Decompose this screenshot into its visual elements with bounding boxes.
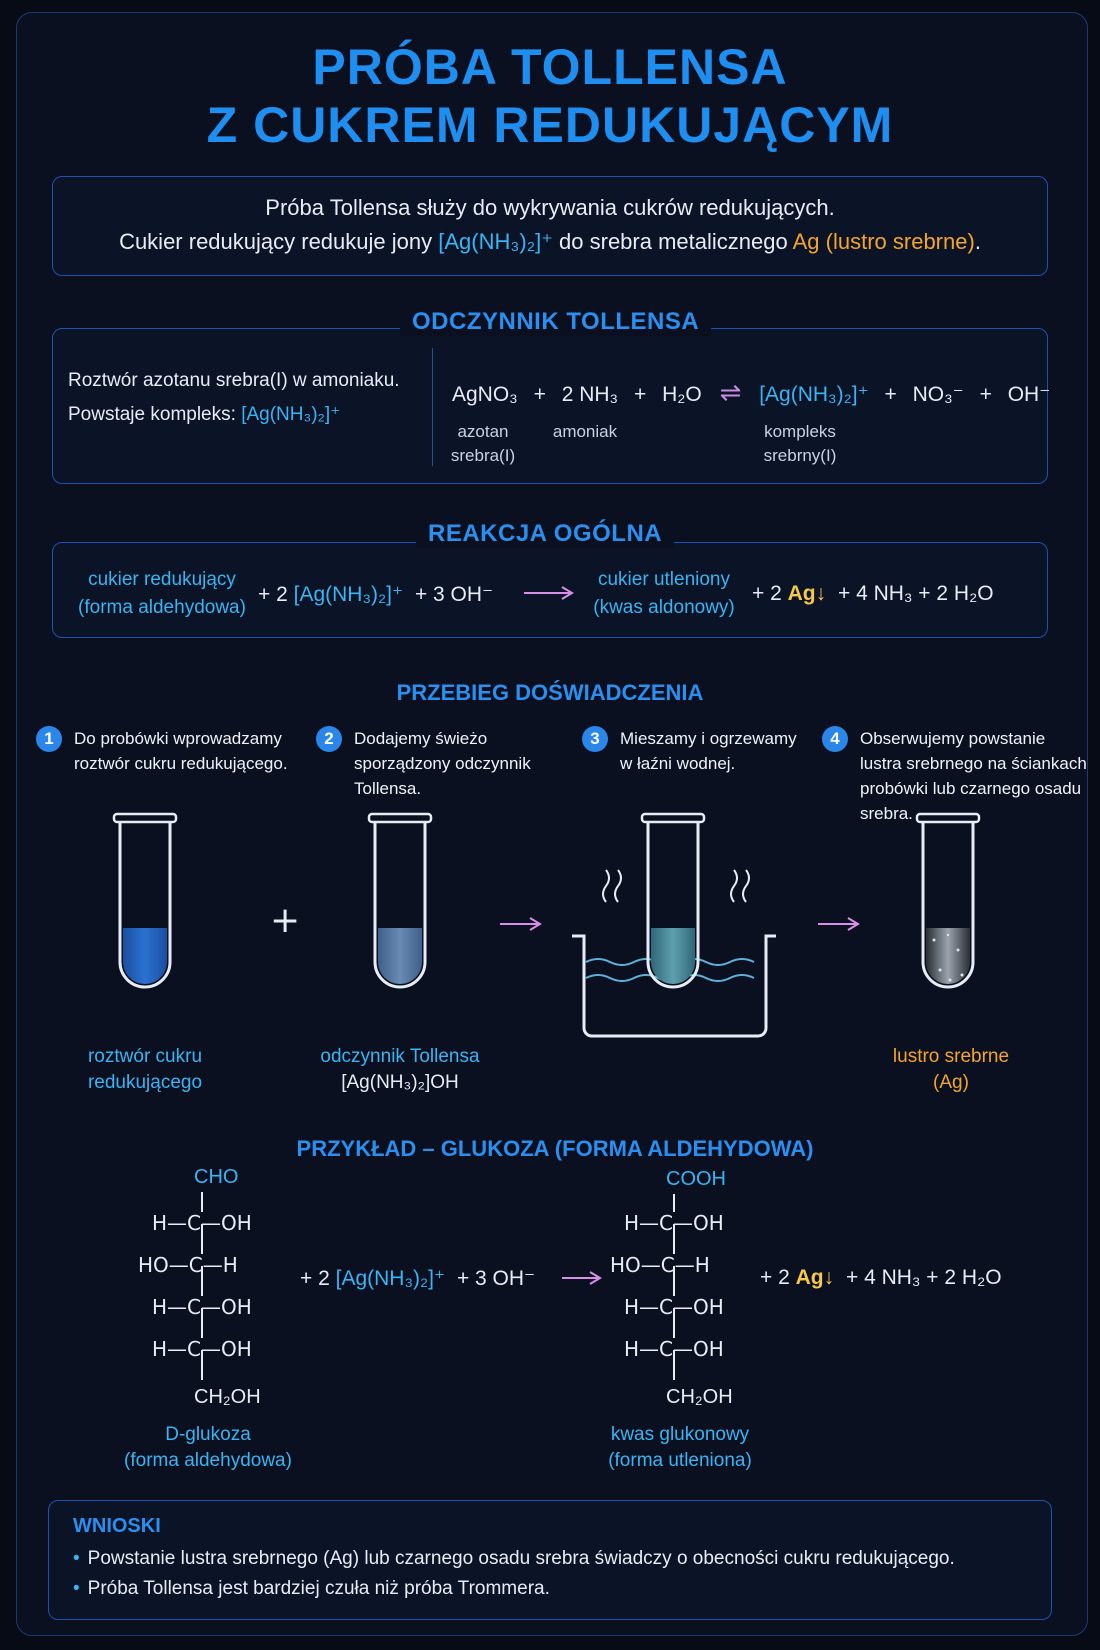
gluconic-row-3: H—C—OH [624, 1295, 724, 1319]
procedure-illustration [0, 810, 1100, 1060]
test-tube-sugar [114, 814, 176, 987]
general-left1: cukier redukujący [88, 569, 236, 590]
gluconic-row-4: H—C—OH [624, 1337, 724, 1361]
general-reactant [62, 566, 262, 622]
bullet-icon: • [73, 1578, 80, 1599]
intro-text-a: Cukier redukujący redukuje jony [119, 229, 439, 254]
intro-end: . [974, 229, 981, 254]
label-tollens: odczynnik Tollensa [320, 1046, 480, 1067]
example-coef: + 2 [300, 1267, 330, 1290]
bullet-icon: • [73, 1548, 80, 1569]
label-kompleks: kompleks srebrny(I) [763, 422, 837, 465]
step-number-1: 1 [36, 726, 62, 752]
conclusion-text-1: Powstanie lustra srebrnego (Ag) lub czarnego osadu srebra świadczy o obecności cukru redukującego. [87, 1548, 955, 1569]
example-rest: + 4 NH₃ + 2 H₂O [845, 1266, 1002, 1289]
general-heading: REAKCJA OGÓLNA [416, 520, 674, 548]
equilibrium-arrow-icon: ⇌ [719, 377, 742, 407]
test-tube-tollens [369, 814, 431, 987]
eq-nh3: 2 NH₃ [561, 383, 619, 406]
conclusion-item-1 [73, 1548, 1051, 1570]
general-product [584, 566, 744, 622]
example-heading: PRZYKŁAD – GLUKOZA (FORMA ALDEHYDOWA) [296, 1136, 814, 1161]
page-title-line1: PRÓBA TOLLENSA [312, 39, 788, 95]
glucose-row-2: HO—C—H [138, 1253, 238, 1277]
general-equation-right [752, 582, 994, 606]
intro-line2 [53, 225, 1047, 259]
example-equation-right [760, 1266, 1002, 1290]
step-text-2: Dodajemy świeżo sporządzony odczynnik Tollensa. [354, 729, 531, 798]
general-rest: + 4 NH₃ + 2 H₂O [837, 582, 994, 605]
general-left2: (forma aldehydowa) [78, 597, 246, 618]
arrow-icon [818, 918, 858, 930]
glucose-ch2oh: CH₂OH [194, 1386, 261, 1408]
conclusion-text-2: Próba Tollensa jest bardziej czuła niż próba Trommera. [87, 1578, 550, 1599]
step-number-4: 4 [822, 726, 848, 752]
conclusions-heading: WNIOSKI [73, 1515, 161, 1537]
label-ag: (Ag) [933, 1072, 969, 1093]
glucose-form: (forma aldehydowa) [124, 1450, 292, 1471]
general-equation-left [258, 582, 493, 607]
conclusions-box [48, 1500, 1052, 1620]
glucose-row-3: H—C—OH [152, 1295, 252, 1319]
test-tube-silver-mirror [917, 814, 979, 987]
gluconic-name: kwas glukonowy [610, 1424, 750, 1445]
example-prod-coef: + 2 [760, 1266, 790, 1289]
glucose-row-4: H—C—OH [152, 1337, 252, 1361]
label-azotan: azotan srebra(I) [450, 422, 516, 465]
intro-text-b: do srebra metalicznego [552, 229, 793, 254]
intro-ion: [Ag(NH₃)₂]⁺ [438, 229, 553, 254]
example-ag: Ag↓ [795, 1266, 835, 1289]
label-tollens-formula: [Ag(NH₃)₂]OH [341, 1072, 459, 1093]
gluconic-form: (forma utleniona) [608, 1450, 752, 1471]
eq-complex: [Ag(NH₃)₂]⁺ [759, 383, 869, 406]
arrow-icon [500, 918, 540, 930]
step-number-3: 3 [582, 726, 608, 752]
example-oh: + 3 OH⁻ [456, 1267, 536, 1290]
gluconic-row-2: HO—C—H [610, 1253, 710, 1277]
page-title-line2: Z CUKREM REDUKUJĄCYM [206, 97, 894, 153]
general-coef: + 2 [258, 583, 288, 606]
eq-no3: NO₃⁻ [912, 383, 964, 406]
general-prod-coef: + 2 [752, 582, 782, 605]
step-text-1: Do probówki wprowadzamy roztwór cukru redukującego. [74, 729, 288, 773]
eq-h2o: H₂O [662, 383, 702, 406]
reagent-heading: ODCZYNNIK TOLLENSA [400, 308, 711, 336]
general-right2: (kwas aldonowy) [593, 597, 735, 618]
gluconic-row-1: H—C—OH [624, 1211, 724, 1235]
general-right1: cukier utleniony [597, 569, 731, 590]
example-equation-left [300, 1266, 535, 1291]
intro-box [52, 176, 1048, 276]
glucose-row-1: H—C—OH [152, 1211, 252, 1235]
eq-oh: OH⁻ [1007, 383, 1051, 406]
gluconic-ch2oh: CH₂OH [666, 1386, 733, 1408]
example-arrow-icon [560, 1270, 604, 1291]
procedure-heading: PRZEBIEG DOŚWIADCZENIA [396, 680, 704, 705]
gluconic-cooh: COOH [666, 1168, 726, 1190]
glucose-cho: CHO [194, 1166, 239, 1188]
reagent-equation [452, 377, 1050, 408]
step-text-3: Mieszamy i ogrzewamy w łaźni wodnej. [620, 729, 797, 773]
general-ag: Ag↓ [787, 582, 827, 605]
eq-agno3: AgNO₃ [452, 383, 518, 406]
eq-plus: + [633, 383, 647, 406]
label-silver-mirror: lustro srebrne [892, 1046, 1010, 1067]
intro-line1: Próba Tollensa służy do wykrywania cukrów redukujących. [265, 195, 835, 220]
water-bath [572, 814, 776, 1036]
reagent-description [68, 364, 400, 432]
plus-icon: + [270, 900, 301, 941]
step-text-4: Obserwujemy powstanie lustra srebrnego na ściankach probówki lub czarnego osadu srebra. [860, 729, 1087, 823]
reagent-divider [432, 348, 433, 466]
reagent-complex: [Ag(NH₃)₂]⁺ [241, 404, 341, 425]
conclusion-item-2 [73, 1578, 1051, 1600]
reagent-desc2 [68, 398, 400, 432]
eq-plus: + [533, 383, 546, 406]
general-oh: + 3 OH⁻ [414, 583, 494, 606]
label-sugar-solution: roztwór cukru redukującego [87, 1046, 203, 1093]
intro-silver: Ag (lustro srebrne) [792, 229, 975, 254]
reagent-desc1: Roztwór azotanu srebra(I) w amoniaku. [68, 370, 400, 391]
general-arrow-icon [522, 585, 576, 606]
general-ion: [Ag(NH₃)₂]⁺ [293, 583, 404, 606]
step-number-2: 2 [316, 726, 342, 752]
reagent-desc2-text: Powstaje kompleks: [68, 404, 242, 425]
label-amoniak: amoniak [552, 422, 618, 441]
eq-plus: + [979, 383, 992, 406]
glucose-name: D-glukoza [165, 1424, 251, 1445]
example-ion: [Ag(NH₃)₂]⁺ [335, 1267, 446, 1290]
eq-plus: + [884, 383, 897, 406]
